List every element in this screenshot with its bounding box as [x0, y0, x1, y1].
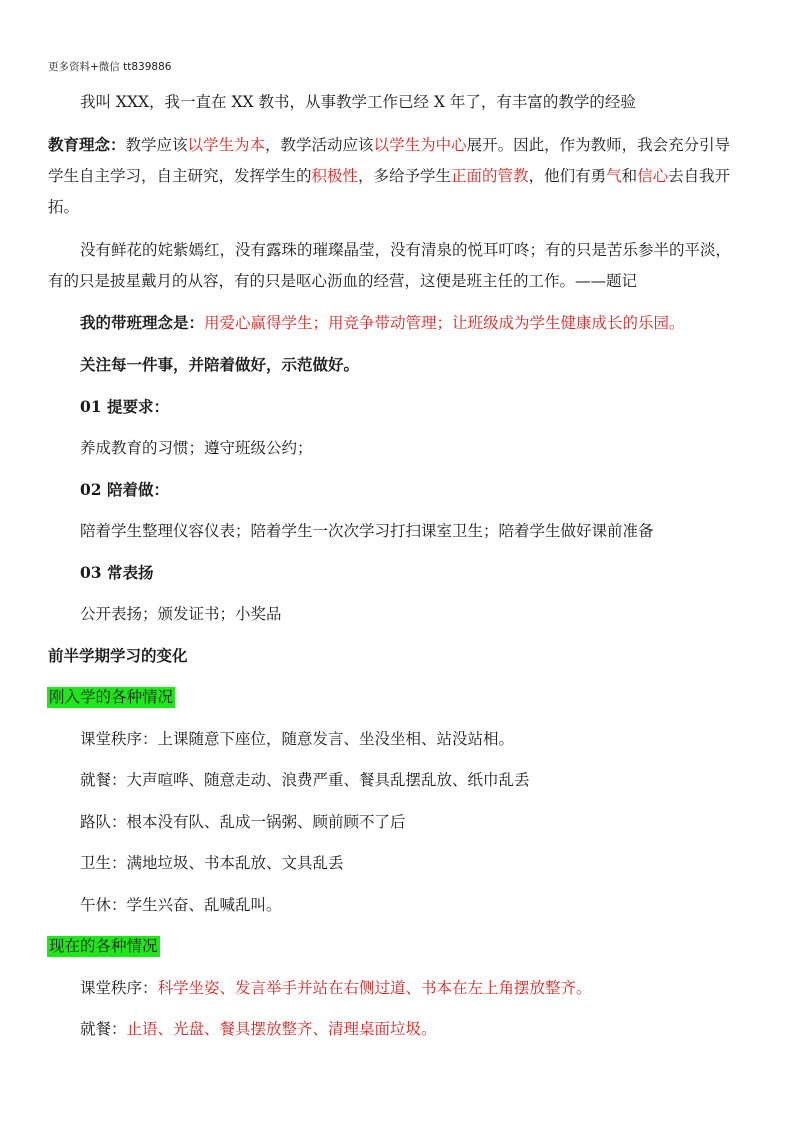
text-run: ，多给予学生 [358, 167, 452, 185]
text-run: 教学应该 [125, 136, 188, 154]
motto: 关注每一件事，并陪着做好，示范做好。 [80, 355, 360, 374]
section-02-text: 陪着学生整理仪容仪表；陪着学生一次次学习打扫课室卫生；陪着学生做好课前准备 [80, 522, 654, 540]
text-run: 去自我开 [668, 167, 731, 185]
now-item-text: 科学坐姿、发言举手并站在右侧过道、书本在左上角摆放整齐。 [157, 979, 592, 997]
before-item: 就餐：大声喧哗、随意走动、浪费严重、餐具乱摆乱放、纸巾乱丢 [80, 771, 530, 789]
emphasis-text: 以学生为中心 [373, 136, 467, 154]
before-item: 午休：学生兴奋、乱喊乱叫。 [80, 896, 282, 914]
emphasis-text: 以学生为本 [187, 136, 266, 154]
before-item: 课堂秩序：上课随意下座位，随意发言、坐没坐相、站没站相。 [80, 730, 515, 748]
changes-title: 前半学期学习的变化 [48, 646, 188, 665]
emphasis-text: 正面的管教 [451, 167, 529, 185]
now-item [80, 1019, 437, 1039]
now-heading [47, 936, 160, 956]
philosophy-line-2 [48, 166, 730, 186]
section-01-title: 01 提要求： [80, 397, 169, 416]
now-item-label: 就餐： [80, 1020, 127, 1038]
text-run: 和 [621, 167, 638, 185]
highlighted-heading: 现在的各种情况 [49, 937, 158, 955]
section-02-title: 02 陪着做： [80, 480, 169, 499]
now-item-text: 止语、光盘、餐具摆放整齐、清理桌面垃圾。 [126, 1020, 437, 1038]
highlighted-heading: 刚入学的各种情况 [49, 688, 174, 706]
quote-line-1: 没有鲜花的姹紫嫣红，没有露珠的璀璨晶莹，没有清泉的悦耳叮咚；有的只是苦乐参半的平淡， [80, 241, 732, 259]
before-item: 路队：根本没有队、乱成一锅粥、顾前顾不了后 [80, 813, 406, 831]
emphasis-text: 气 [606, 167, 622, 185]
philosophy-line-1 [48, 135, 730, 155]
text-run: ，教学活动应该 [265, 136, 374, 154]
text-run: ，他们有勇 [528, 167, 607, 185]
concept-label: 我的带班理念是： [80, 313, 205, 332]
before-heading [47, 687, 175, 707]
header-note: 更多资料+微信 tt839886 [48, 61, 172, 73]
emphasis-text: 积极性 [311, 167, 359, 185]
section-03-text: 公开表扬；颁发证书；小奖品 [80, 605, 282, 623]
section-01-text: 养成教育的习惯；遵守班级公约； [80, 439, 313, 457]
philosophy-label: 教育理念： [48, 135, 126, 154]
concept-text: 用爱心赢得学生；用竞争带动管理；让班级成为学生健康成长的乐园。 [204, 314, 685, 332]
before-item: 卫生：满地垃圾、书本乱放、文具乱丢 [80, 854, 344, 872]
philosophy-line-3: 拓。 [48, 198, 80, 216]
intro-paragraph: 我叫 XXX，我一直在 XX 教书，从事教学工作已经 X 年了，有丰富的教学的经验 [80, 93, 636, 111]
now-item [80, 978, 592, 998]
class-concept [80, 313, 685, 333]
section-03-title: 03 常表扬 [80, 563, 154, 582]
text-run: 展开。因此，作为教师，我会充分引导 [466, 136, 731, 154]
quote-line-2: 有的只是披星戴月的从容，有的只是呕心沥血的经营，这便是班主任的工作。——题记 [48, 272, 638, 290]
now-item-label: 课堂秩序： [80, 979, 158, 997]
emphasis-text: 信心 [637, 167, 669, 185]
text-run: 学生自主学习，自主研究，发挥学生的 [48, 167, 312, 185]
